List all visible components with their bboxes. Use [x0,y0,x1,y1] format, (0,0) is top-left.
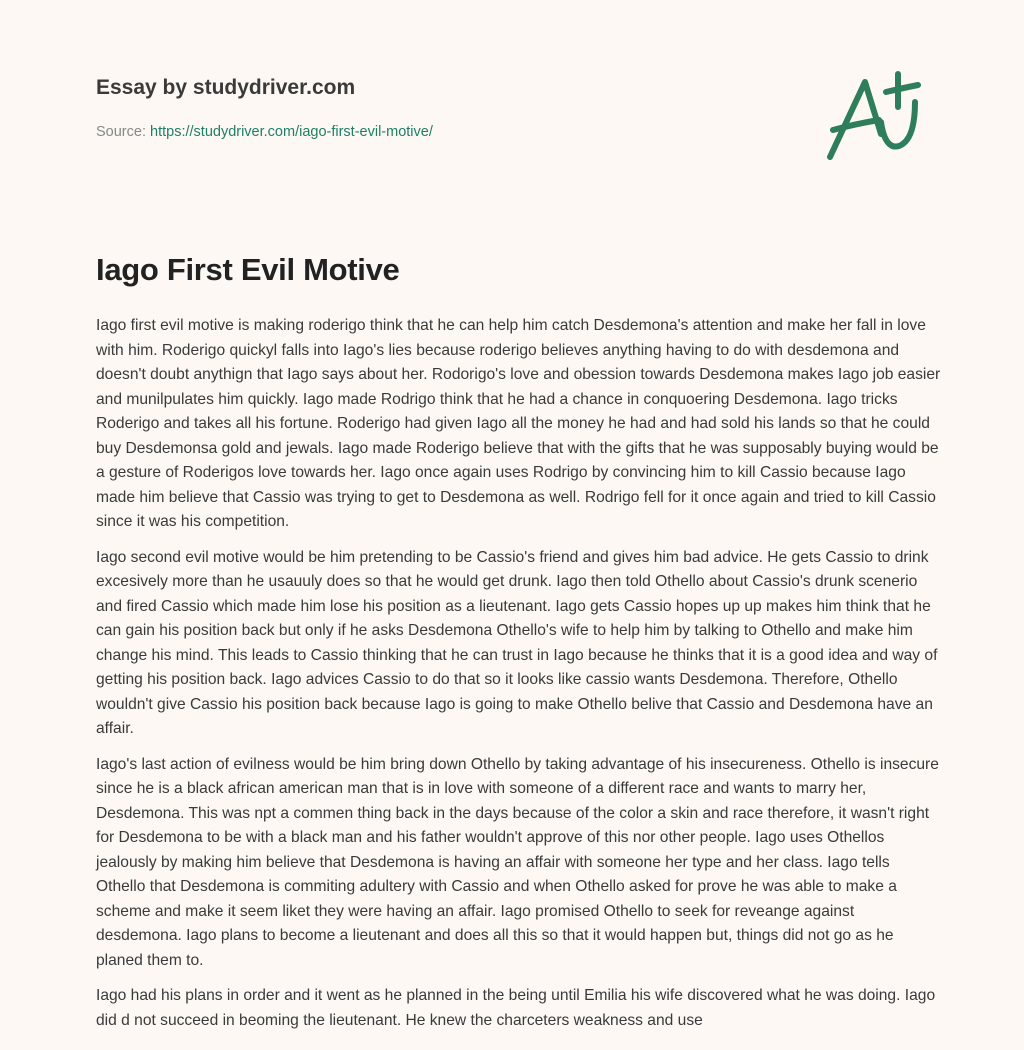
site-title: Essay by studydriver.com [96,76,356,99]
a-plus-logo-icon [815,62,935,172]
source-link[interactable]: https://studydriver.com/iago-first-evil-motive/ [150,124,433,140]
essay-body [96,314,942,1044]
essay-header [96,76,433,140]
source-line [96,124,433,140]
essay-title: Iago First Evil Motive [96,252,400,287]
essay-paragraph: Iago's last action of evilness would be him bring down Othello by taking advantage of his insecureness. Othello is insecure since he is a black african american man that is in love with someone of a different race and wants to marry her, Desdemona. This was npt a commen thing back in the days because of the color a skin and race therefore, it wasn't right for Desdemona to be with a black man and his father wouldn't approve of this nor other people. Iago uses Othellos jealously by making him believe that Desdemona is having an affair with someone her type and her class. Iago tells Othello that Desdemona is commiting adultery with Cassio and when Othello asked for prove he was able to make a scheme and make it seem liket they were having an affair. Iago promised Othello to seek for reveange against desdemona. Iago plans to become a lieutenant and does all this so that it would happen but, things did not go as he planed them to. [96,755,939,969]
essay-paragraph: Iago first evil motive is making roderigo think that he can help him catch Desdemona's attention and make her fall in love with him. Roderigo quickyl falls into Iago's lies because roderigo believes anything having to do with desdemona and doesn't doubt anythign that Iago says about her. Rodorigo's love and obession towards Desdemona makes Iago job easier and munilpulates him quickly. Iago made Rodrigo think that he had a chance in conquoering Desdemona. Iago tricks Roderigo and takes all his fortune. Roderigo had given Iago all the money he had and had sold his lands so that he could buy Desdemonsa gold and jewals. Iago made Roderigo believe that with the gifts that he was supposably buying would be a gesture of Roderigos love towards her. Iago once again uses Rodrigo by convincing him to kill Cassio because Iago made him believe that Cassio was trying to get to Desdemona as well. Rodrigo fell for it once again and tried to kill Cassio since it was his competition. [96,317,941,530]
source-label: Source: [96,124,146,140]
essay-paragraph: Iago had his plans in order and it went as he planned in the being until Emilia his wife discovered what he was doing. Iago did d not succeed in beoming the lieutenant. He knew the charceters weakness and use [96,987,936,1029]
essay-paragraph: Iago second evil motive would be him pretending to be Cassio's friend and gives him bad advice. He gets Cassio to drink excesively more than he usauuly does so that he would get drunk. Iago then told Othello about Cassio's drunk scenerio and fired Cassio which made him lose his position as a lieutenant. Iago gets Cassio hopes up up makes him think that he can gain his position back but only if he asks Desdemona Othello's wife to help him by talking to Othello and make him change his mind. This leads to Cassio thinking that he can trust in Iago because he thinks that it is a good idea and way of getting his position back. Iago advices Cassio to do that so it looks like cassio wants Desdemona. Therefore, Othello wouldn't give Cassio his position back because Iago is going to make Othello belive that Cassio and Desdemona have an affair. [96,548,938,737]
